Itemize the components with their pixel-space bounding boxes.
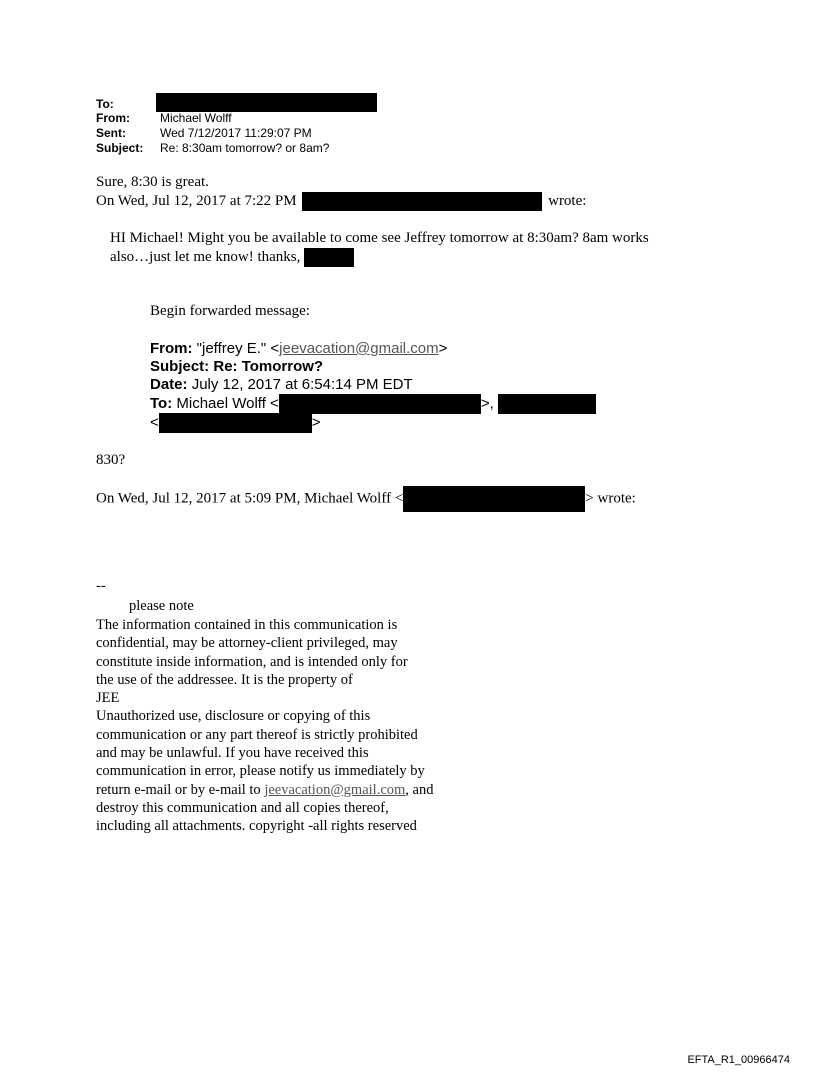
disclaimer-line: destroy this communication and all copies thereof, (96, 799, 389, 816)
disclaimer-line: constitute inside information, and is intended only for (96, 653, 408, 670)
body-830: 830? (96, 452, 126, 468)
earlier-attribution (96, 486, 636, 512)
from-label: From: (96, 111, 130, 125)
fwd-to-line-2 (150, 413, 321, 433)
fwd-to-sep: >, (480, 394, 494, 412)
sent-label: Sent: (96, 126, 126, 140)
reply-line-1: Sure, 8:30 is great. (96, 174, 209, 190)
fwd-from-name: "jeffrey E." < (196, 340, 280, 357)
reply-wrote: wrote: (548, 192, 587, 209)
redaction-block (302, 192, 542, 211)
disclaimer-return-suffix: , and (405, 781, 434, 798)
fwd-to-close: > (311, 413, 321, 431)
fwd-from-email-link[interactable]: jeevacation@gmail.com (279, 340, 439, 357)
forward-begin: Begin forwarded message: (150, 303, 310, 319)
disclaimer-return-line (96, 781, 476, 799)
redaction-block (498, 394, 596, 414)
signature-dashes: -- (96, 578, 106, 594)
redaction-block (403, 486, 585, 512)
fwd-from-close: > (438, 340, 448, 357)
disclaimer-line: including all attachments. copyright -all rights reserved (96, 818, 417, 835)
disclaimer-email-link[interactable]: jeevacation@gmail.com (264, 781, 406, 798)
reply-line-2 (96, 192, 586, 211)
fwd-to-label: To: (150, 394, 173, 412)
disclaimer-body (96, 616, 476, 836)
fwd-date-value: July 12, 2017 at 6:54:14 PM EDT (191, 376, 413, 393)
disclaimer-line: communication or any part thereof is strictly prohibited (96, 726, 418, 743)
sent-value: Wed 7/12/2017 11:29:07 PM (160, 126, 312, 140)
email-header (96, 96, 496, 160)
redaction-block (279, 394, 481, 414)
fwd-from-label: From: (150, 340, 193, 357)
document-id: EFTA_R1_00966474 (687, 1054, 790, 1066)
subject-value: Re: 8:30am tomorrow? or 8am? (160, 141, 330, 155)
earlier-prefix: On Wed, Jul 12, 2017 at 5:09 PM, Michael Wolff < (96, 490, 404, 507)
fwd-subject-line (150, 358, 323, 376)
disclaimer-line: Unauthorized use, disclosure or copying of this (96, 708, 371, 725)
redaction-block (159, 413, 312, 433)
quoted-line-1: HI Michael! Might you be available to come see Jeffrey tomorrow at 8:30am? 8am works (110, 230, 649, 246)
redaction-block (304, 248, 354, 267)
fwd-from-line (150, 340, 447, 358)
fwd-to-line (150, 394, 596, 414)
earlier-suffix: > wrote: (585, 490, 636, 507)
reply-attribution: On Wed, Jul 12, 2017 at 7:22 PM (96, 192, 297, 209)
fwd-to-open: < (150, 413, 159, 431)
please-note: please note (129, 598, 194, 614)
subject-label: Subject: (96, 141, 144, 155)
disclaimer-line: the use of the addressee. It is the property of (96, 671, 353, 688)
quoted-line-2 (110, 248, 354, 267)
disclaimer-line: confidential, may be attorney-client privileged, may (96, 635, 398, 652)
fwd-date-label: Date: (150, 376, 188, 393)
redaction-block (156, 93, 377, 112)
fwd-subject-label: Subject: (150, 358, 210, 375)
to-label: To: (96, 97, 114, 111)
disclaimer-line: JEE (96, 690, 120, 707)
fwd-date-line (150, 376, 413, 394)
fwd-to-value: Michael Wolff < (176, 394, 279, 412)
quoted-text: also…just let me know! thanks, (110, 248, 301, 265)
fwd-subject-value: Re: Tomorrow? (213, 358, 324, 375)
disclaimer-return-prefix: return e-mail or by e-mail to (96, 781, 265, 798)
disclaimer-line: and may be unlawful. If you have received this (96, 745, 369, 762)
from-value: Michael Wolff (160, 111, 232, 125)
disclaimer-line: communication in error, please notify us immediately by (96, 763, 425, 780)
disclaimer-line: The information contained in this communication is (96, 617, 398, 633)
